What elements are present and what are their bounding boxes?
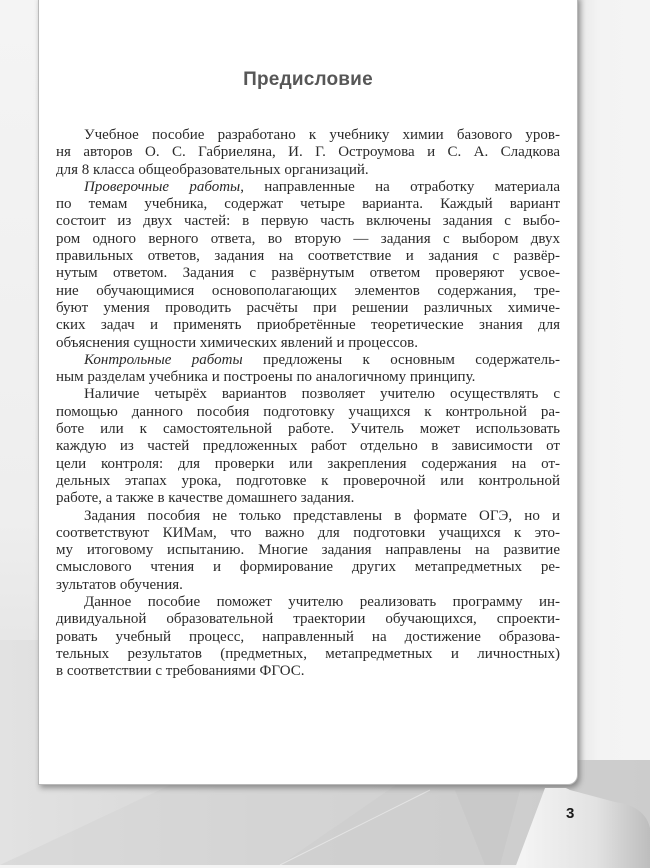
text-line: Учебное пособие разработано к учебнику химии базового уров- bbox=[84, 127, 560, 143]
text-line: состоит из двух частей: в первую часть включены задания с выбо- bbox=[56, 213, 560, 230]
text-line: смыслового чтения и формирование других метапредметных ре- bbox=[56, 559, 560, 576]
text-line: буют умения проводить расчёты при решении различных химиче- bbox=[56, 299, 560, 316]
paragraph-6 bbox=[56, 594, 560, 680]
text-line: ние обучающимися основополагающих элементов содержания, тре- bbox=[56, 282, 560, 299]
text-line: дивидуальной образовательной траектории обучающихся, спроекти- bbox=[56, 611, 560, 628]
text-line: в соответствии с требованиями ФГОС. bbox=[56, 663, 305, 680]
text-fragment: предложены к основным содержатель- bbox=[242, 351, 560, 368]
paragraph-4 bbox=[56, 386, 560, 507]
text-line: му итоговому испытанию. Многие задания направлены на развитие bbox=[56, 542, 560, 559]
italic-term: Проверочные работы bbox=[84, 178, 241, 195]
text-line: Задания пособия не только представлены в формате ОГЭ, но и bbox=[84, 507, 560, 524]
page-number-tab bbox=[515, 788, 650, 868]
text-line: по темам учебника, содержат четыре варианта. Каждый вариант bbox=[56, 196, 560, 213]
text-line: тельных результатов (предметных, метапредметных и личностных) bbox=[56, 645, 560, 662]
text-line bbox=[56, 352, 560, 369]
paragraph-1 bbox=[56, 127, 560, 179]
text-line: работе, а также в качестве домашнего задания. bbox=[56, 490, 355, 507]
text-line: ских задач и применять приобретённые теоретические знания для bbox=[56, 317, 560, 334]
text-fragment: , направленные на отработку материала bbox=[240, 178, 560, 195]
text-line: Наличие четырёх вариантов позволяет учителю осуществлять с bbox=[84, 386, 560, 403]
text-line: цели контроля: для проверки или закрепления содержания на от- bbox=[56, 455, 560, 472]
document-page bbox=[38, 0, 578, 785]
text-line: объяснения сущности химических явлений и процессов. bbox=[56, 334, 418, 351]
text-line: соответствуют КИМам, что важно для подготовки учащихся к это- bbox=[56, 524, 560, 541]
text-line: каждую из частей предложенных работ отдельно в зависимости от bbox=[56, 438, 560, 455]
text-line bbox=[56, 179, 560, 196]
text-line: дельных этапах урока, подготовке к проверочной или контрольной bbox=[56, 472, 560, 489]
page-number: 3 bbox=[566, 805, 575, 822]
background-right-strip bbox=[578, 0, 650, 760]
text-line: для 8 класса общеобразовательных организаций. bbox=[56, 161, 369, 178]
text-line: помощью данного пособия подготовку учащихся к контрольной ра- bbox=[56, 403, 560, 420]
text-line: боте или к самостоятельной работе. Учитель может использовать bbox=[56, 421, 560, 438]
paragraph-2 bbox=[56, 179, 560, 352]
text-line: ром одного верного ответа, во вторую — задания с выбором двух bbox=[56, 230, 560, 247]
text-line: ня авторов О. С. Габриеляна, И. Г. Остроумова и С. А. Сладкова bbox=[56, 144, 560, 161]
text-line: Данное пособие поможет учителю реализовать программу ин- bbox=[84, 594, 560, 611]
document-body bbox=[56, 127, 560, 681]
text-line: правильных ответов, задания на соответствие и задания с развёр- bbox=[56, 248, 560, 265]
text-line: нутым ответом. Задания с развёрнутым ответом проверяют усвое- bbox=[56, 265, 560, 282]
text-line: ровать учебный процесс, направленный на достижение образова- bbox=[56, 628, 560, 645]
paragraph-5 bbox=[56, 508, 560, 594]
page-title: Предисловие bbox=[243, 69, 373, 90]
text-line: ным разделам учебника и построены по аналогичному принципу. bbox=[56, 369, 476, 386]
paragraph-3 bbox=[56, 352, 560, 387]
italic-term: Контрольные работы bbox=[84, 351, 243, 368]
text-line: зультатов обучения. bbox=[56, 576, 183, 593]
